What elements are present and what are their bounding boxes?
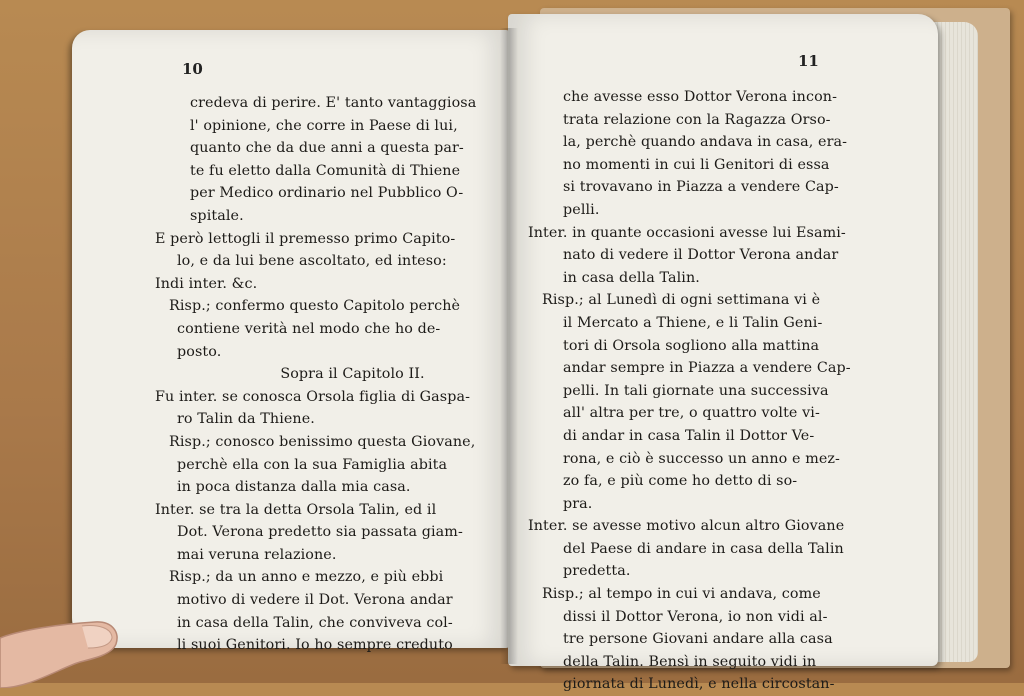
text-line: Risp.; al Lunedì di ogni settimana vi è: [542, 292, 821, 309]
left-page: [72, 30, 510, 654]
text-line: si trovavano in Piazza a vendere Cap-: [563, 179, 839, 196]
left-page-text: [155, 92, 550, 657]
text-line: perchè ella con la sua Famiglia abita: [177, 456, 448, 473]
text-line: Inter. se tra la detta Orsola Talin, ed il: [155, 501, 437, 518]
text-line: ro Talin da Thiene.: [177, 411, 315, 428]
text-line: li suoi Genitori. Io ho sempre creduto: [177, 637, 453, 654]
text-line: spitale.: [190, 207, 244, 224]
text-line: Sopra il Capitolo II.: [280, 366, 425, 383]
text-line: nato di vedere il Dottor Verona andar: [563, 247, 839, 264]
text-line: che avesse esso Dottor Verona incon-: [563, 89, 838, 105]
page-edges: [934, 22, 978, 662]
text-line: contiene verità nel modo che ho de-: [177, 320, 441, 337]
text-line: giornata di Lunedì, e nella circostan-: [563, 676, 835, 693]
text-line: pelli. In tali giornate una successiva: [563, 382, 829, 399]
text-line: Risp.; confermo questo Capitolo perchè: [169, 298, 461, 315]
page-number-left: 10: [182, 60, 203, 78]
text-line: no momenti in cui li Genitori di essa: [563, 156, 830, 173]
text-line: E però lettogli il premesso primo Capito-: [155, 230, 456, 247]
text-line: Risp.; al tempo in cui vi andava, come: [542, 586, 821, 603]
book-gutter: [500, 28, 518, 664]
text-line: la, perchè quando andava in casa, era-: [563, 134, 848, 151]
text-line: rona, e ciò è successo un anno e mez-: [563, 450, 840, 467]
text-line: in casa della Talin.: [563, 269, 700, 286]
text-line: trata relazione con la Ragazza Orso-: [563, 111, 831, 128]
text-line: Inter. se avesse motivo alcun altro Giovane: [528, 518, 845, 535]
text-line: del Paese di andare in casa della Talin: [563, 540, 844, 557]
text-line: Indi inter. &c.: [155, 275, 258, 292]
text-line: te fu eletto dalla Comunità di Thiene: [190, 162, 461, 179]
text-line: quanto che da due anni a questa par-: [190, 140, 464, 157]
text-line: Inter. in quante occasioni avesse lui Esami-: [528, 224, 846, 241]
text-line: all' altra per tre, o quattro volte vi-: [563, 405, 820, 422]
text-line: Risp.; conosco benissimo questa Giovane,: [169, 433, 476, 450]
text-line: pelli.: [563, 201, 600, 218]
right-page-text: [528, 86, 858, 696]
text-line: tori di Orsola sogliono alla mattina: [563, 337, 820, 354]
text-line: mai veruna relazione.: [177, 546, 337, 563]
thumb: [0, 618, 118, 688]
text-line: tre persone Giovani andare alla casa: [563, 631, 833, 648]
text-line: Dot. Verona predetto sia passata giam-: [177, 524, 463, 541]
page-number-right: 11: [798, 52, 819, 70]
text-line: zo fa, e più come ho detto di so-: [563, 473, 798, 490]
text-line: Fu inter. se conosca Orsola figlia di Gaspa-: [155, 388, 471, 405]
text-line: l' opinione, che corre in Paese di lui,: [190, 117, 458, 134]
right-page: [508, 14, 938, 693]
text-line: in casa della Talin, che conviveva col-: [177, 614, 453, 631]
text-line: andar sempre in Piazza a vendere Cap-: [563, 360, 851, 377]
text-line: posto.: [177, 343, 222, 360]
text-line: di andar in casa Talin il Dottor Ve-: [563, 427, 815, 444]
text-line: per Medico ordinario nel Pubblico O-: [190, 185, 464, 202]
text-line: pra.: [563, 495, 593, 512]
text-line: in poca distanza dalla mia casa.: [177, 479, 411, 496]
text-line: della Talin. Bensì in seguito vidi in: [563, 653, 817, 670]
text-line: motivo di vedere il Dot. Verona andar: [177, 592, 453, 609]
text-line: credeva di perire. E' tanto vantaggiosa: [190, 95, 477, 111]
text-line: predetta.: [563, 563, 631, 580]
text-line: lo, e da lui bene ascoltato, ed inteso:: [177, 253, 447, 270]
text-line: il Mercato a Thiene, e li Talin Geni-: [563, 314, 823, 331]
text-line: Risp.; da un anno e mezzo, e più ebbi: [169, 569, 444, 586]
text-line: dissi il Dottor Verona, io non vidi al-: [563, 608, 828, 625]
